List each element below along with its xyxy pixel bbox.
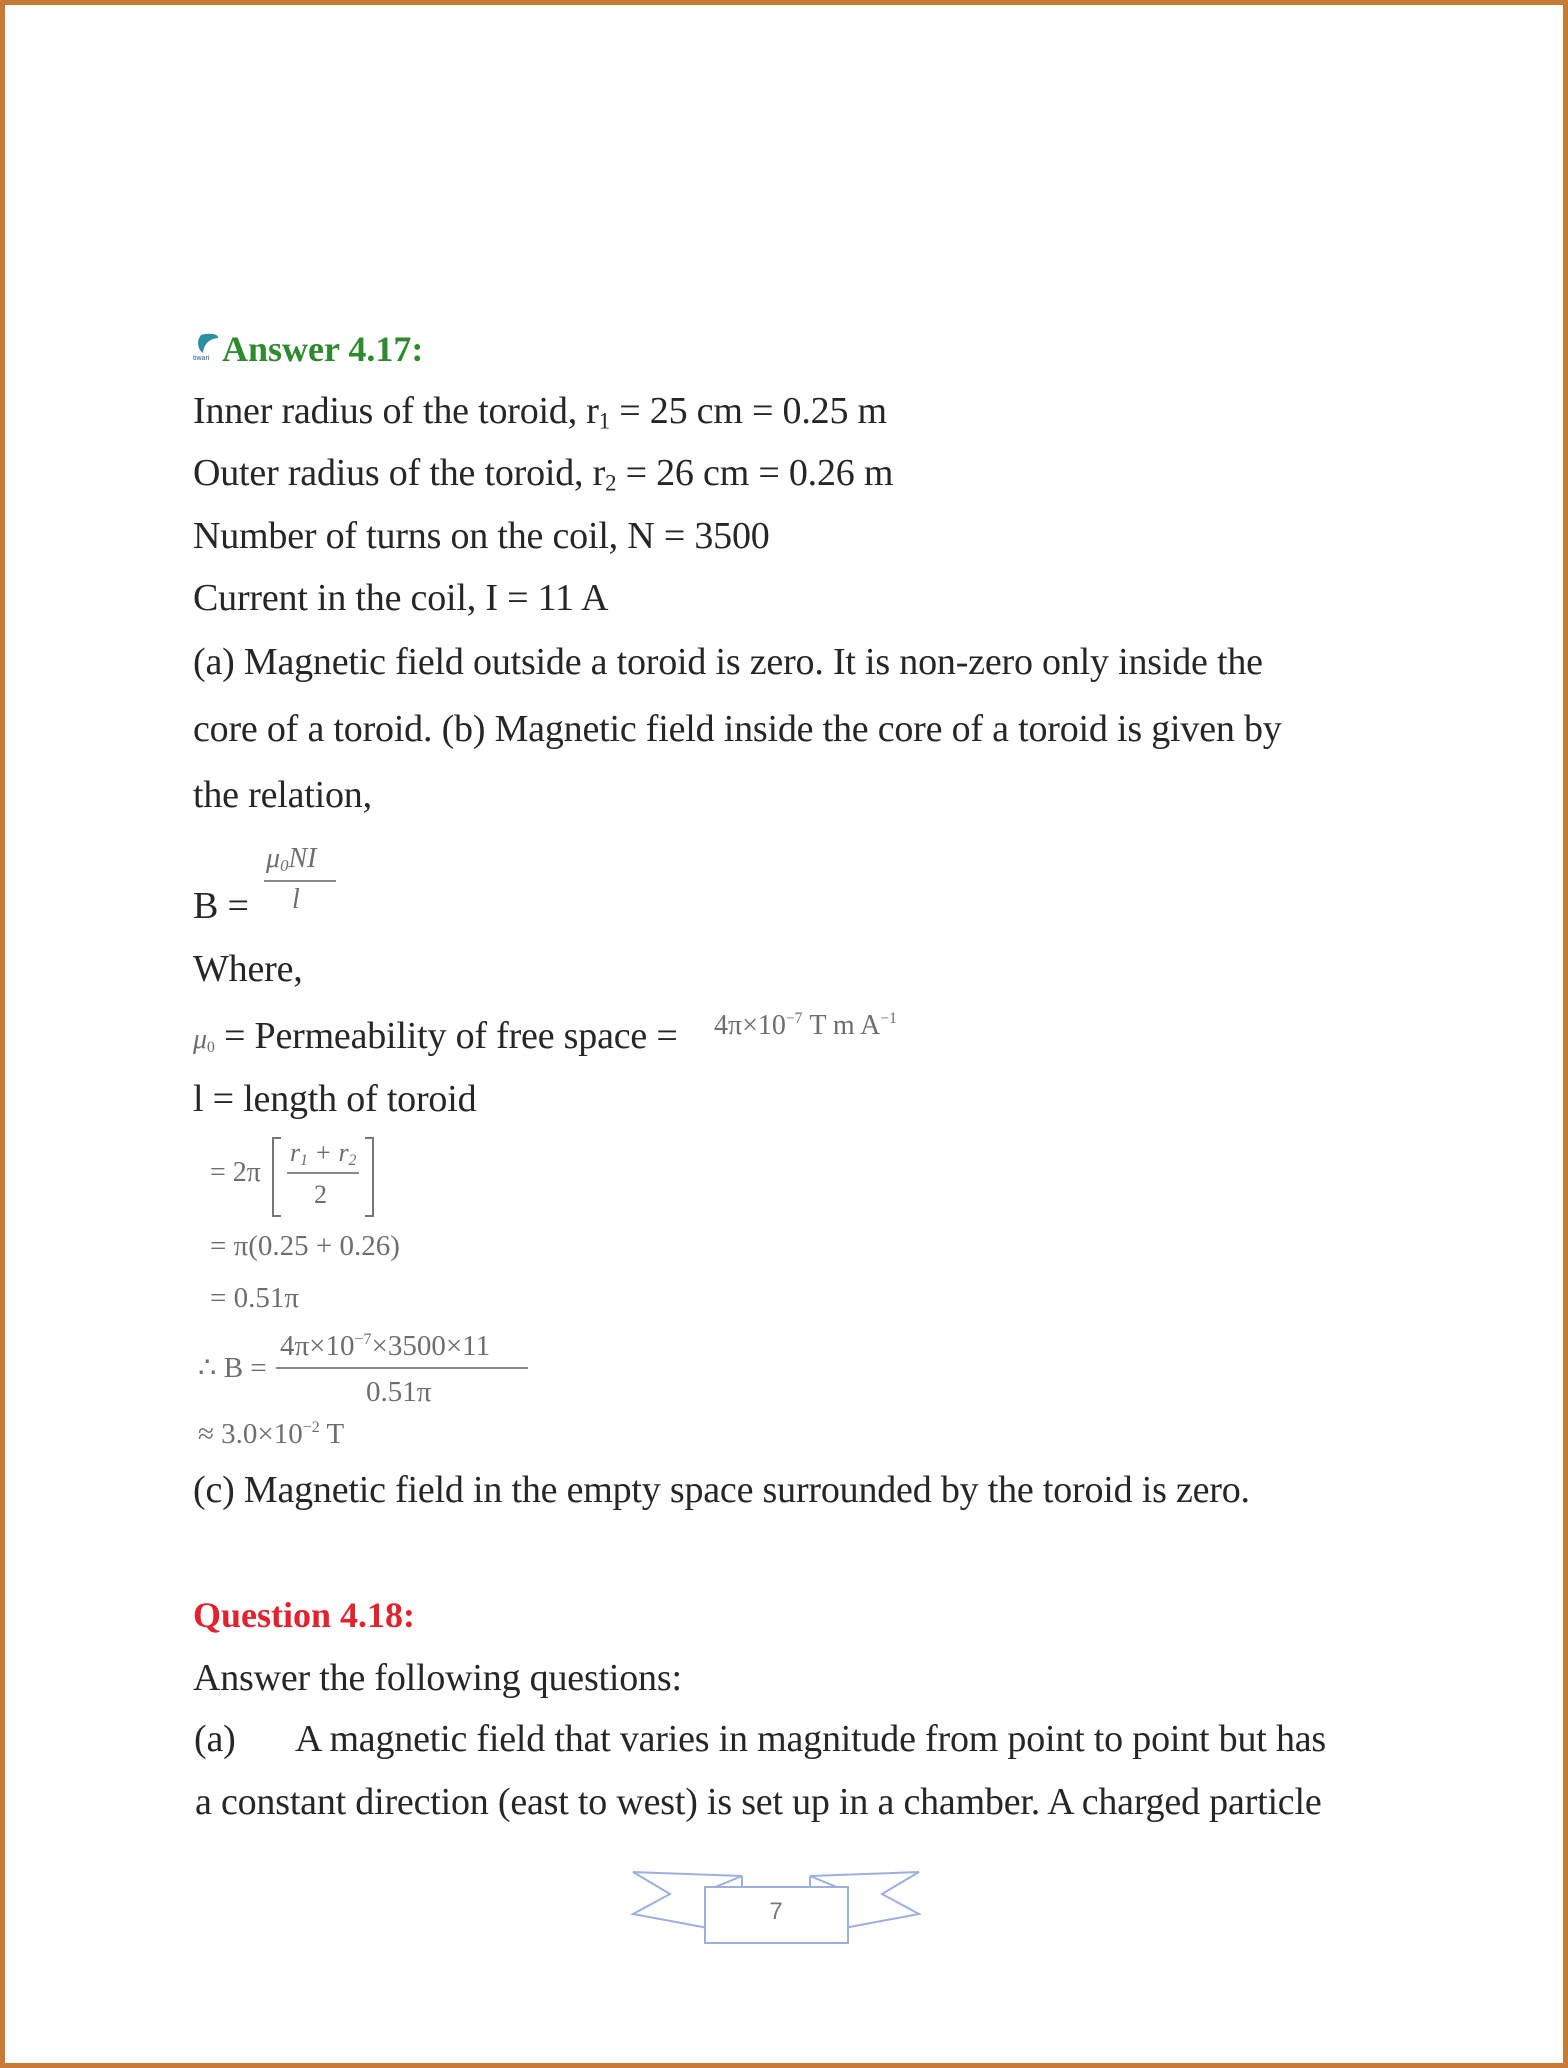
where-label: Where, xyxy=(193,948,303,990)
given-current: Current in the coil, I = 11 A xyxy=(193,577,609,619)
given-outer-radius: Outer radius of the toroid, $r_2 = 26$ cm = 0.26 m xyxy=(193,452,894,496)
step4-fraction xyxy=(276,1367,528,1369)
step4-prefix: ∴ B = xyxy=(198,1352,267,1384)
fraction-bar xyxy=(264,880,336,882)
fraction-bar xyxy=(287,1172,359,1174)
step1-denominator: 2 xyxy=(314,1180,327,1209)
step1-numerator: $r_1 + r_2$ xyxy=(290,1138,357,1169)
mu0-value: $4\pi\times 10^{-7}$ T m $A^{-1}$ xyxy=(714,1010,897,1041)
question-intro: Answer the following questions: xyxy=(193,1657,682,1699)
question-item-label: (a) xyxy=(194,1718,236,1760)
formula-lhs: B = xyxy=(193,885,249,927)
tiwari-logo-icon xyxy=(192,333,222,361)
formula-denominator: l xyxy=(292,884,300,915)
answer-heading: Answer 4.17: xyxy=(222,329,424,369)
step4-denominator: 0.51π xyxy=(366,1376,432,1408)
step3: = 0.51π xyxy=(210,1282,299,1314)
question-heading: Question 4.18: xyxy=(193,1595,416,1635)
step1-prefix: = 2π xyxy=(210,1157,261,1188)
page-number-ribbon xyxy=(630,1862,922,1958)
result: ≈ $3.0\times 10^{-2}$ T xyxy=(198,1418,345,1450)
mu0-definition: $\mu_0$ = Permeability of free space = xyxy=(193,1015,678,1057)
left-bracket xyxy=(272,1137,281,1217)
length-definition: l = length of toroid xyxy=(193,1078,477,1120)
paragraph-line-3: the relation, xyxy=(193,774,372,816)
step1-fraction xyxy=(287,1172,359,1174)
conclusion-c: (c) Magnetic field in the empty space surrounded by the toroid is zero. xyxy=(193,1469,1250,1511)
given-inner-radius: Inner radius of the toroid, $r_1 = 25$ cm = 0.25 m xyxy=(193,390,887,434)
question-item-line-1: A magnetic field that varies in magnitude from point to point but has xyxy=(295,1718,1326,1760)
right-bracket xyxy=(365,1137,374,1217)
fraction-bar xyxy=(276,1367,528,1369)
formula-fraction xyxy=(262,840,338,920)
step2: = π(0.25 + 0.26) xyxy=(210,1230,400,1262)
page-number: 7 xyxy=(769,1898,783,1925)
paragraph-line-2: core of a toroid. (b) Magnetic field inside the core of a toroid is given by xyxy=(193,708,1282,750)
given-turns: Number of turns on the coil, N = 3500 xyxy=(193,515,770,557)
paragraph-line-1: (a) Magnetic field outside a toroid is zero. It is non-zero only inside the xyxy=(193,641,1263,683)
step4-numerator: $4\pi\times 10^{-7}\times 3500\times 11$ xyxy=(280,1330,491,1362)
question-item-line-2: a constant direction (east to west) is set up in a chamber. A charged particle xyxy=(195,1781,1322,1823)
svg-text:tiwari: tiwari xyxy=(193,355,210,361)
formula-numerator: $\mu_0NI$ xyxy=(266,843,317,876)
